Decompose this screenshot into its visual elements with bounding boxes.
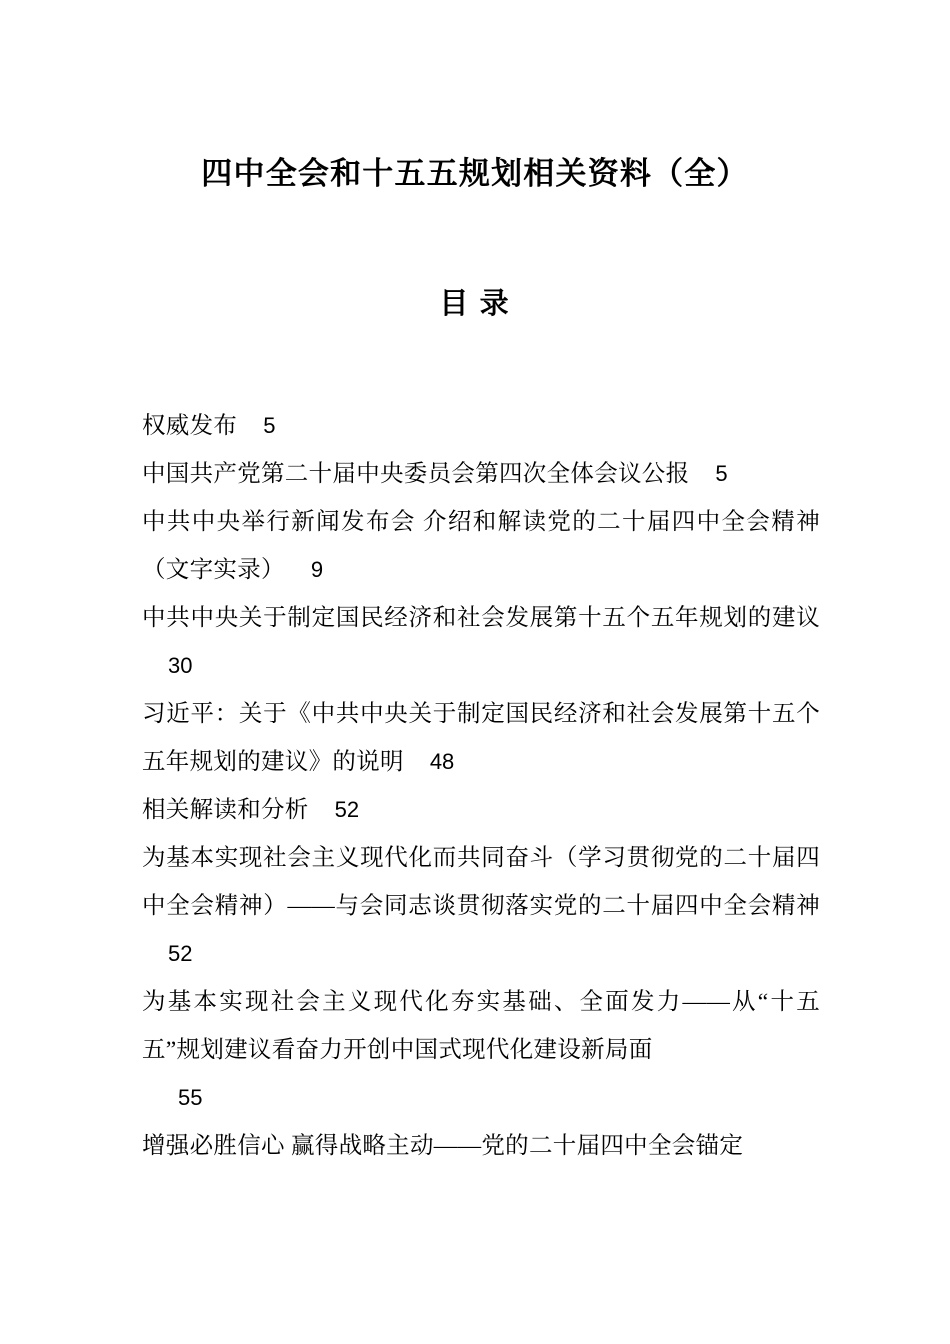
toc-entry-page-number: 52 bbox=[168, 941, 193, 966]
toc-entry-title: 习近平：关于《中共中央关于制定国民经济和社会发展第十五个五年规划的建议》的说明 bbox=[142, 701, 820, 775]
toc-entry-page-number: 30 bbox=[168, 653, 193, 678]
table-of-contents-heading: 目 录 bbox=[439, 288, 511, 320]
toc-entry-page-number: 5 bbox=[715, 461, 728, 486]
toc-entry-page-number: 5 bbox=[263, 413, 276, 438]
toc-entry-page-number: 55 bbox=[178, 1085, 203, 1110]
toc-entry[interactable] bbox=[142, 594, 820, 690]
page-title: 四中全会和十五五规划相关资料（全） bbox=[201, 156, 749, 191]
table-of-contents bbox=[142, 402, 820, 1170]
toc-entry-title: 增强必胜信心 赢得战略主动——党的二十届四中全会锚定 bbox=[142, 1133, 744, 1159]
toc-entry-title: 为基本实现社会主义现代化而共同奋斗（学习贯彻党的二十届四中全会精神）——与会同志谈贯彻落实党的二十届四中全会精神 bbox=[142, 845, 820, 919]
toc-entry-title: 为基本实现社会主义现代化夯实基础、全面发力——从“十五五”规划建议看奋力开创中国式现代化建设新局面 bbox=[142, 989, 820, 1063]
toc-entry[interactable] bbox=[142, 1122, 820, 1170]
toc-entry-page-number: 52 bbox=[334, 797, 360, 822]
toc-entry-title: 中国共产党第二十届中央委员会第四次全体会议公报 bbox=[142, 461, 690, 487]
toc-entry-title: 相关解读和分析 bbox=[142, 797, 309, 823]
toc-entry[interactable] bbox=[142, 498, 820, 594]
toc-entry-page-number: 9 bbox=[310, 557, 324, 582]
toc-entry[interactable] bbox=[142, 834, 820, 978]
toc-entry-title: 中共中央关于制定国民经济和社会发展第十五个五年规划的建议 bbox=[142, 605, 820, 631]
toc-entry-title: 中共中央举行新闻发布会 介绍和解读党的二十届四中全会精神（文字实录） bbox=[142, 509, 820, 583]
toc-entry[interactable] bbox=[142, 978, 820, 1122]
toc-entry[interactable] bbox=[142, 450, 820, 498]
toc-entry[interactable] bbox=[142, 690, 820, 786]
toc-entry-page-number: 48 bbox=[429, 749, 455, 774]
toc-entry[interactable] bbox=[142, 786, 820, 834]
toc-entry[interactable] bbox=[142, 402, 820, 450]
toc-entry-title: 权威发布 bbox=[142, 413, 238, 439]
